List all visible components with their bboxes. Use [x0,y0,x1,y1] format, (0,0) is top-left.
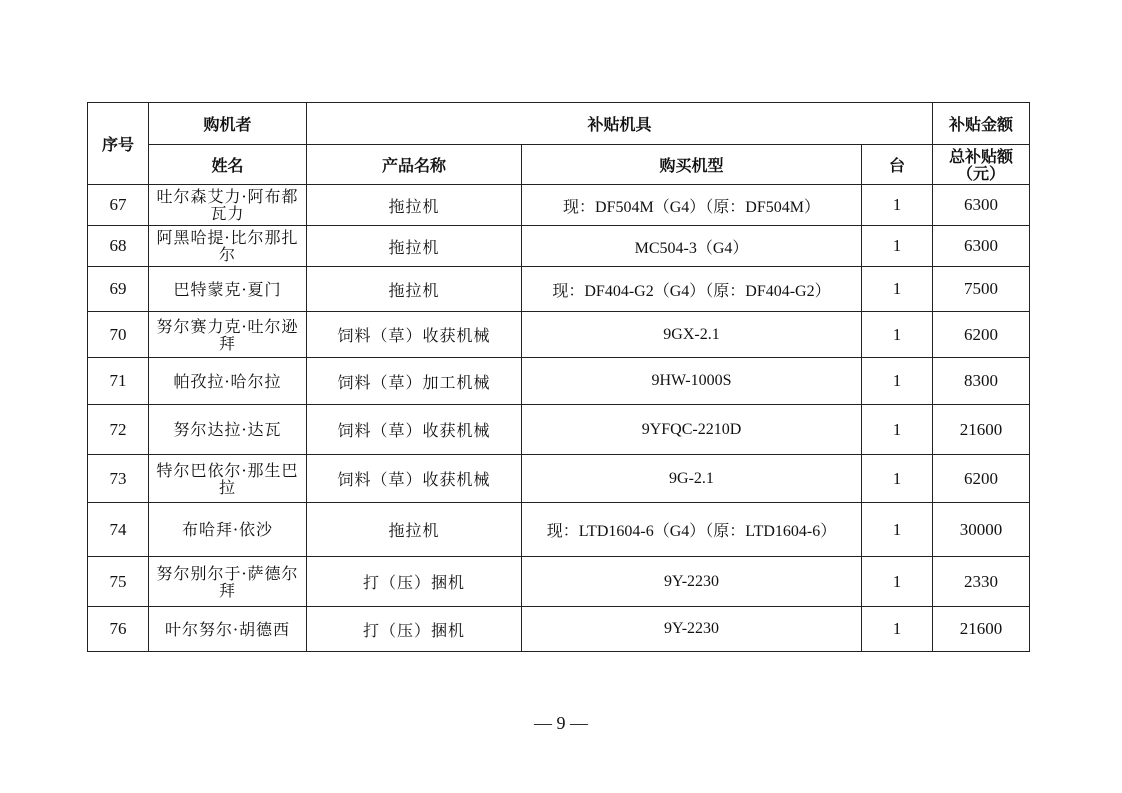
buyer-name-cell: 努尔赛力克·吐尔逊拜 [149,312,307,358]
product-name-cell: 饲料（草）加工机械 [307,358,522,405]
seq-cell: 76 [88,607,149,652]
seq-cell: 70 [88,312,149,358]
model-cell: 9Y-2230 [522,557,862,607]
buyer-header: 购机者 [149,103,307,145]
buyer-name-cell: 布哈拜·依沙 [149,503,307,557]
table-row [88,226,1030,267]
name-header: 姓名 [149,145,307,185]
buyer-name-cell: 叶尔努尔·胡德西 [149,607,307,652]
product-name-cell: 饲料（草）收获机械 [307,455,522,503]
units-cell: 1 [862,405,933,455]
amount-cell: 8300 [933,358,1030,405]
model-header: 购买机型 [522,145,862,185]
amount-cell: 30000 [933,503,1030,557]
machine-header: 补贴机具 [307,103,933,145]
total-header-line2: （元） [957,163,1006,183]
amount-header: 补贴金额 [933,103,1030,145]
amount-cell: 7500 [933,267,1030,312]
buyer-name-cell: 巴特蒙克·夏门 [149,267,307,312]
seq-cell: 74 [88,503,149,557]
model-cell: 9G-2.1 [522,455,862,503]
units-cell: 1 [862,226,933,267]
header-row-bottom [88,145,1030,185]
model-cell: 现：DF504M（G4）（原：DF504M） [522,185,862,226]
seq-cell: 73 [88,455,149,503]
seq-header: 序号 [88,103,149,185]
model-cell: 现：LTD1604-6（G4）（原：LTD1604-6） [522,503,862,557]
total-subsidy-header [933,145,1030,185]
table-row [88,503,1030,557]
subsidy-table [87,102,1030,652]
product-name-cell: 拖拉机 [307,185,522,226]
units-cell: 1 [862,358,933,405]
product-name-cell: 打（压）捆机 [307,557,522,607]
units-cell: 1 [862,455,933,503]
seq-cell: 71 [88,358,149,405]
seq-cell: 69 [88,267,149,312]
amount-cell: 21600 [933,405,1030,455]
table-row [88,557,1030,607]
table-row [88,607,1030,652]
seq-cell: 68 [88,226,149,267]
amount-cell: 6300 [933,185,1030,226]
buyer-name-cell: 努尔别尔于·萨德尔拜 [149,557,307,607]
product-name-cell: 饲料（草）收获机械 [307,405,522,455]
amount-cell: 6200 [933,312,1030,358]
buyer-name-cell: 特尔巴依尔·那生巴拉 [149,455,307,503]
model-cell: 9HW-1000S [522,358,862,405]
table-header [88,103,1030,185]
amount-cell: 21600 [933,607,1030,652]
seq-cell: 67 [88,185,149,226]
total-header-line1: 总补贴额 [949,146,1014,166]
units-cell: 1 [862,267,933,312]
amount-cell: 6300 [933,226,1030,267]
buyer-name-cell: 努尔达拉·达瓦 [149,405,307,455]
product-name-cell: 拖拉机 [307,503,522,557]
units-cell: 1 [862,607,933,652]
product-header: 产品名称 [307,145,522,185]
buyer-name-cell: 帕孜拉·哈尔拉 [149,358,307,405]
product-name-cell: 拖拉机 [307,226,522,267]
units-cell: 1 [862,185,933,226]
page-number: — 9 — [534,713,588,733]
table-row [88,455,1030,503]
table-row [88,312,1030,358]
table-row [88,358,1030,405]
model-cell: 9Y-2230 [522,607,862,652]
buyer-name-cell: 阿黑哈提·比尔那扎尔 [149,226,307,267]
model-cell: 9YFQC-2210D [522,405,862,455]
model-cell: 9GX-2.1 [522,312,862,358]
model-cell: MC504-3（G4） [522,226,862,267]
product-name-cell: 饲料（草）收获机械 [307,312,522,358]
units-cell: 1 [862,557,933,607]
amount-cell: 6200 [933,455,1030,503]
table-body [88,185,1030,652]
seq-cell: 75 [88,557,149,607]
product-name-cell: 打（压）捆机 [307,607,522,652]
buyer-name-cell: 吐尔森艾力·阿布都瓦力 [149,185,307,226]
units-cell: 1 [862,503,933,557]
table-row [88,185,1030,226]
product-name-cell: 拖拉机 [307,267,522,312]
amount-cell: 2330 [933,557,1030,607]
table-row [88,267,1030,312]
model-cell: 现：DF404-G2（G4）（原：DF404-G2） [522,267,862,312]
header-row-top [88,103,1030,145]
units-header: 台 [862,145,933,185]
seq-cell: 72 [88,405,149,455]
table-row [88,405,1030,455]
units-cell: 1 [862,312,933,358]
